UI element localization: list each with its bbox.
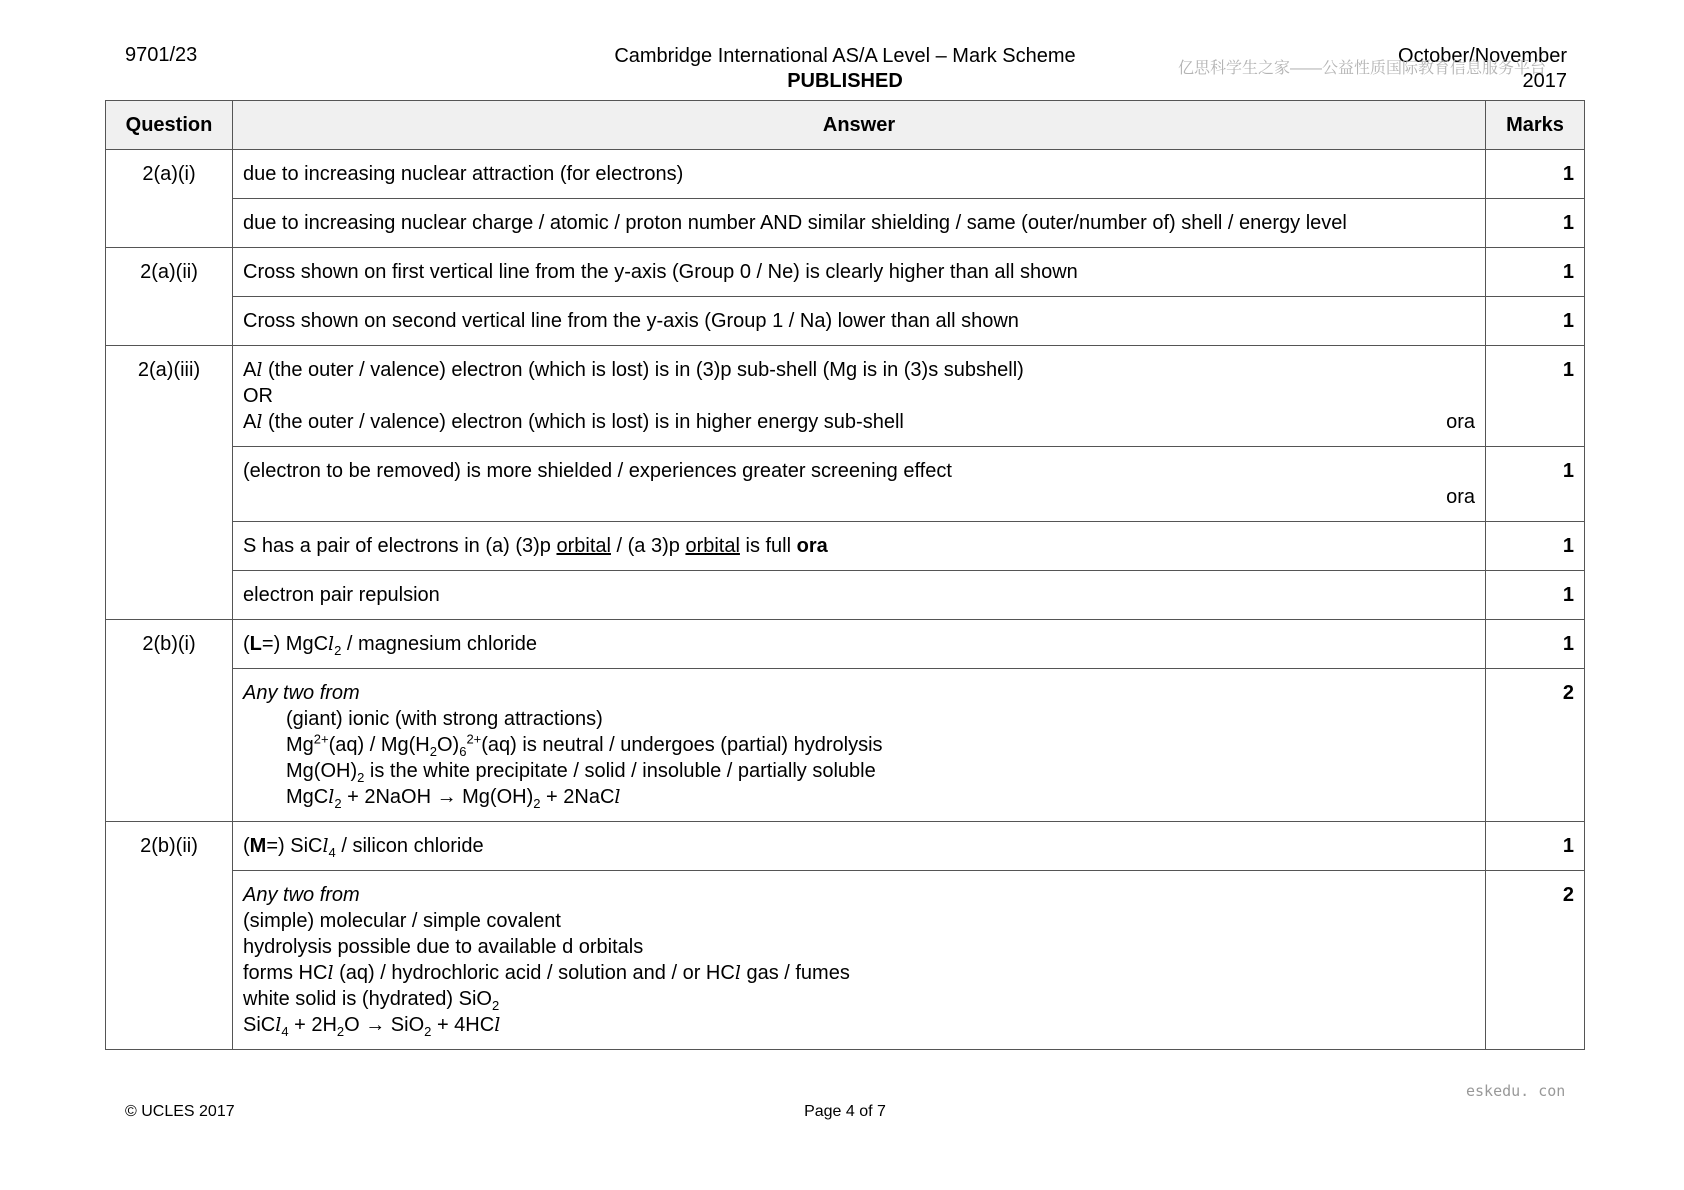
- subscript: 2: [533, 796, 541, 811]
- subscript: 2: [357, 770, 365, 785]
- answer-point: (giant) ionic (with strong attractions): [286, 708, 603, 730]
- answer-point: [243, 986, 1475, 1012]
- answer-cell: Cross shown on first vertical line from the y-axis (Group 0 / Ne) is clearly higher than all shown: [233, 248, 1486, 297]
- answer-text: [243, 409, 904, 435]
- header-title: Cambridge International AS/A Level – Mark Scheme: [614, 45, 1076, 67]
- text-fragment: =) MgC: [261, 633, 329, 655]
- table-row: [106, 248, 1585, 297]
- text-fragment: (the outer / valence) electron (which is lost) is in higher energy sub-shell: [262, 411, 904, 433]
- ora-note: ora: [796, 535, 828, 557]
- text-fragment: gas / fumes: [740, 962, 850, 984]
- text-fragment: A: [243, 411, 257, 433]
- marks-cell: 1: [1486, 522, 1585, 571]
- answer-intro: Any two from: [243, 884, 360, 906]
- text-fragment: A: [243, 359, 257, 381]
- answer-cell: due to increasing nuclear charge / atomic / proton number AND similar shielding / same (outer/number of) shell / energy level: [233, 199, 1486, 248]
- text-fragment: Mg(OH): [286, 760, 358, 782]
- text-fragment: white solid is (hydrated) SiO: [243, 988, 492, 1010]
- bold-letter: L: [249, 633, 262, 655]
- italic-l-symbol: l: [494, 1014, 501, 1036]
- text-fragment: + 2H: [288, 1014, 337, 1036]
- text-fragment: MgC: [286, 786, 329, 808]
- subscript: 6: [459, 744, 467, 759]
- subscript: 2: [334, 796, 342, 811]
- header-code: 9701/23: [125, 44, 198, 66]
- column-header-marks: Marks: [1486, 101, 1585, 150]
- text-fragment: + 2NaC: [540, 786, 615, 808]
- text-fragment: / (a 3)p: [610, 535, 686, 557]
- subscript: 4: [281, 1024, 289, 1039]
- italic-l-symbol: l: [322, 835, 329, 857]
- table-row: [106, 871, 1585, 1050]
- question-label: 2(b)(ii): [106, 822, 233, 1050]
- text-fragment: (: [243, 835, 250, 857]
- question-label: 2(b)(i): [106, 620, 233, 822]
- marks-cell: 2: [1486, 871, 1585, 1050]
- answer-cell: [233, 822, 1486, 871]
- footer-copyright: © UCLES 2017: [125, 1103, 235, 1120]
- or-label: OR: [243, 385, 273, 407]
- marks-cell: 1: [1486, 571, 1585, 620]
- text-fragment: is full: [739, 535, 797, 557]
- answer-line: [243, 409, 1475, 435]
- footer-page-number: Page 4 of 7: [804, 1103, 886, 1120]
- italic-l-symbol: l: [734, 962, 741, 984]
- mark-scheme-table: [105, 100, 1585, 1050]
- answer-line: [243, 357, 1475, 383]
- table-row: [106, 571, 1585, 620]
- italic-l-symbol: l: [256, 411, 263, 433]
- subscript: 2: [336, 1024, 345, 1039]
- answer-point: [243, 784, 1475, 810]
- marks-cell: 1: [1486, 620, 1585, 669]
- text-fragment: + 2NaOH → Mg(OH): [341, 786, 534, 808]
- answer-cell: [233, 871, 1486, 1050]
- header-center: [540, 44, 1150, 94]
- bold-letter: M: [249, 835, 267, 857]
- ora-note: ora: [1446, 486, 1475, 508]
- answer-point: [243, 758, 1475, 784]
- text-fragment: O): [436, 734, 460, 756]
- text-fragment: (aq) / hydrochloric acid / solution and / or HC: [333, 962, 735, 984]
- marks-cell: 1: [1486, 199, 1585, 248]
- answer-cell: [233, 669, 1486, 822]
- text-fragment: S has a pair of electrons in (a) (3)p: [243, 535, 557, 557]
- text-fragment: (aq) / Mg(H: [328, 734, 430, 756]
- italic-l-symbol: l: [328, 633, 335, 655]
- header-session: October/November: [1398, 45, 1567, 67]
- subscript: 2: [491, 998, 500, 1013]
- header-year: 2017: [1522, 70, 1567, 92]
- marks-cell: 1: [1486, 248, 1585, 297]
- text-fragment: / silicon chloride: [335, 835, 484, 857]
- superscript: 2+: [313, 731, 329, 747]
- text-fragment: (: [243, 633, 250, 655]
- answer-line: (electron to be removed) is more shielded / experiences greater screening effect: [243, 460, 952, 482]
- ora-note: ora: [1446, 411, 1475, 433]
- question-label: 2(a)(i): [106, 150, 233, 248]
- marks-cell: 1: [1486, 822, 1585, 871]
- table-header-row: [106, 101, 1585, 150]
- text-fragment: (the outer / valence) electron (which is lost) is in (3)p sub-shell (Mg is in (3)s subshell): [262, 359, 1024, 381]
- column-header-question: Question: [106, 101, 233, 150]
- italic-l-symbol: l: [614, 786, 621, 808]
- answer-point: [243, 732, 1475, 758]
- table-row: [106, 346, 1585, 447]
- marks-cell: 2: [1486, 669, 1585, 822]
- site-watermark: eskedu. con: [1466, 1082, 1566, 1100]
- italic-l-symbol: l: [328, 786, 335, 808]
- answer-point: hydrolysis possible due to available d orbitals: [243, 936, 644, 958]
- answer-cell: [233, 620, 1486, 669]
- italic-l-symbol: l: [275, 1014, 282, 1036]
- answer-cell: electron pair repulsion: [233, 571, 1486, 620]
- marks-cell: 1: [1486, 346, 1585, 447]
- table-row: [106, 199, 1585, 248]
- table-row: [106, 522, 1585, 571]
- text-fragment: / magnesium chloride: [341, 633, 537, 655]
- answer-cell: [233, 522, 1486, 571]
- marks-cell: 1: [1486, 150, 1585, 199]
- text-fragment: is the white precipitate / solid / insoluble / partially soluble: [364, 760, 876, 782]
- text-fragment: + 4HC: [431, 1014, 495, 1036]
- table-row: [106, 669, 1585, 822]
- underlined-term: orbital: [685, 535, 740, 557]
- table-row: [106, 620, 1585, 669]
- header-status: PUBLISHED: [787, 70, 903, 92]
- text-fragment: O → SiO: [344, 1014, 425, 1036]
- italic-l-symbol: l: [256, 359, 263, 381]
- answer-cell: due to increasing nuclear attraction (for electrons): [233, 150, 1486, 199]
- superscript: 2+: [466, 731, 482, 747]
- watermark-text: 亿思科学生之家——公益性质国际教育信息服务平台: [1178, 60, 1547, 77]
- answer-intro: Any two from: [243, 682, 360, 704]
- underlined-term: orbital: [556, 535, 611, 557]
- column-header-answer: Answer: [233, 101, 1486, 150]
- marks-cell: 1: [1486, 297, 1585, 346]
- subscript: 2: [334, 643, 342, 658]
- table-row: [106, 447, 1585, 522]
- table-row: [106, 297, 1585, 346]
- text-fragment: forms HC: [243, 962, 328, 984]
- subscript: 2: [429, 744, 437, 759]
- answer-point: (simple) molecular / simple covalent: [243, 910, 561, 932]
- text-fragment: Mg: [286, 734, 314, 756]
- table-row: [106, 150, 1585, 199]
- italic-l-symbol: l: [327, 962, 334, 984]
- text-fragment: SiC: [243, 1014, 276, 1036]
- text-fragment: (aq) is neutral / undergoes (partial) hydrolysis: [481, 734, 883, 756]
- answer-cell: Cross shown on second vertical line from the y-axis (Group 1 / Na) lower than all shown: [233, 297, 1486, 346]
- question-label: 2(a)(ii): [106, 248, 233, 346]
- subscript: 2: [424, 1024, 432, 1039]
- question-label: 2(a)(iii): [106, 346, 233, 620]
- subscript: 4: [328, 845, 336, 860]
- table-row: [106, 822, 1585, 871]
- answer-point: [243, 1012, 1475, 1038]
- answer-cell: [233, 447, 1486, 522]
- answer-point: [243, 960, 1475, 986]
- answer-cell: [233, 346, 1486, 447]
- marks-cell: 1: [1486, 447, 1585, 522]
- text-fragment: =) SiC: [266, 835, 323, 857]
